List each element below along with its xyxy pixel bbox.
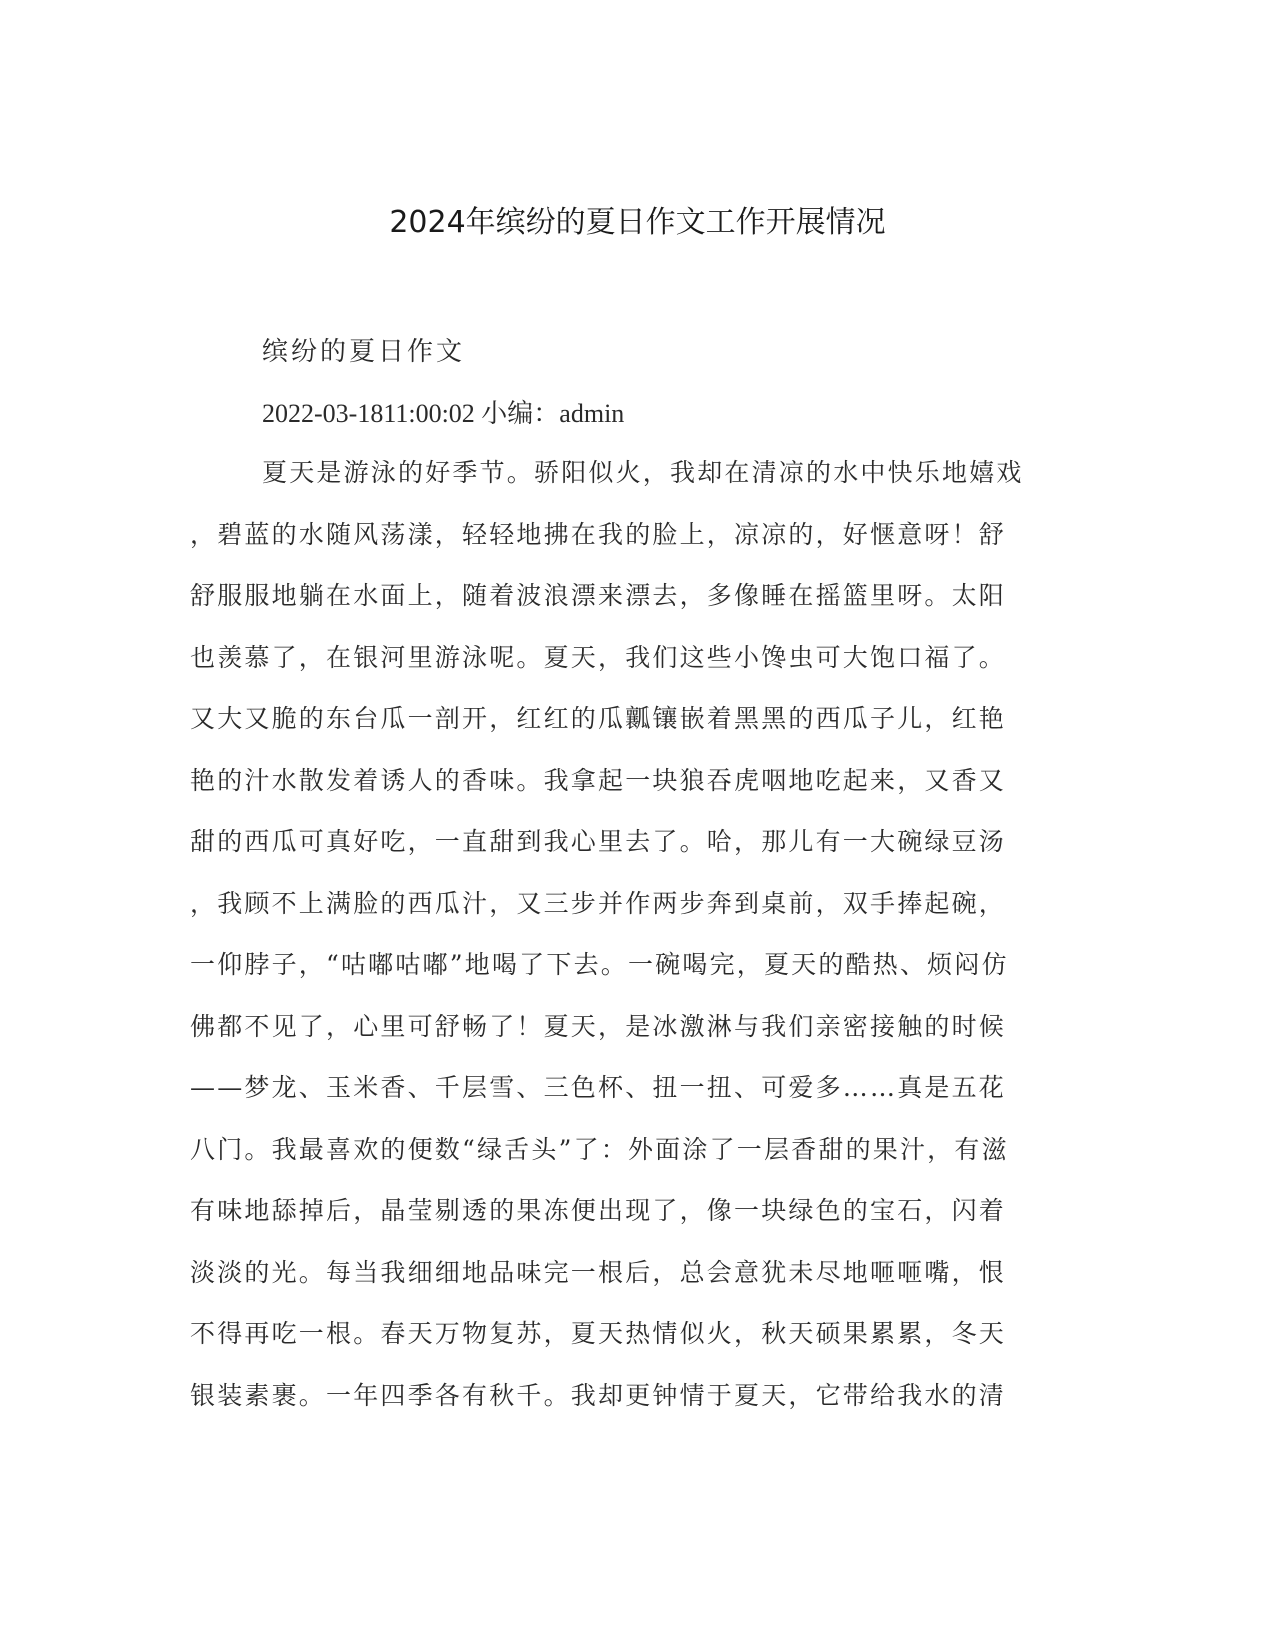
body-line: 淡淡的光。每当我细细地品味完一根后，总会意犹未尽地咂咂嘴，恨 [190,1257,1007,1287]
body-line: 舒服服地躺在水面上，随着波浪漂来漂去，多像睡在摇篮里呀。太阳 [190,581,1007,610]
document-title: 2024年缤纷的夏日作文工作开展情况 [389,205,886,240]
body-line: ，碧蓝的水随风荡漾，轻轻地拂在我的脸上，凉凉的，好惬意呀！舒 [190,519,1007,549]
body-line: ——梦龙、玉米香、千层雪、三色杯、扭一扭、可爱多……真是五花 [190,1073,1007,1102]
body-line: 艳的汁水散发着诱人的香味。我拿起一块狼吞虎咽地吃起来，又香又 [190,765,1007,795]
body-line: 夏天是游泳的好季节。骄阳似火，我却在清凉的水中快乐地嬉戏 [262,458,1024,487]
document-subtitle: 缤纷的夏日作文 [262,337,466,367]
body-line: 又大又脆的东台瓜一剖开，红红的瓜瓤镶嵌着黑黑的西瓜子儿，红艳 [190,704,1007,733]
body-line: ，我顾不上满脸的西瓜汁，又三步并作两步奔到桌前，双手捧起碗， [190,888,1007,918]
body-line: 也羡慕了，在银河里游泳呢。夏天，我们这些小馋虫可大饱口福了。 [190,642,1007,672]
document-body [190,455,1090,1439]
body-line: 一仰脖子，“咕嘟咕嘟”地喝了下去。一碗喝完，夏天的酷热、烦闷仿 [190,950,1009,979]
body-line: 佛都不见了，心里可舒畅了！夏天，是冰激淋与我们亲密接触的时候 [190,1011,1007,1041]
body-line: 有味地舔掉后，晶莹剔透的果冻便出现了，像一块绿色的宝石，闪着 [190,1196,1007,1225]
body-line: 甜的西瓜可真好吃，一直甜到我心里去了。哈，那儿有一大碗绿豆汤 [190,827,1007,856]
body-line: 八门。我最喜欢的便数“绿舌头”了：外面涂了一层香甜的果汁，有滋 [190,1134,1009,1164]
body-line: 不得再吃一根。春天万物复苏，夏天热情似火，秋天硕果累累，冬天 [190,1319,1007,1348]
document-meta: 2022-03-1811:00:02 小编：admin [262,399,625,428]
body-line: 银装素裹。一年四季各有秋千。我却更钟情于夏天，它带给我水的清 [190,1380,1007,1410]
